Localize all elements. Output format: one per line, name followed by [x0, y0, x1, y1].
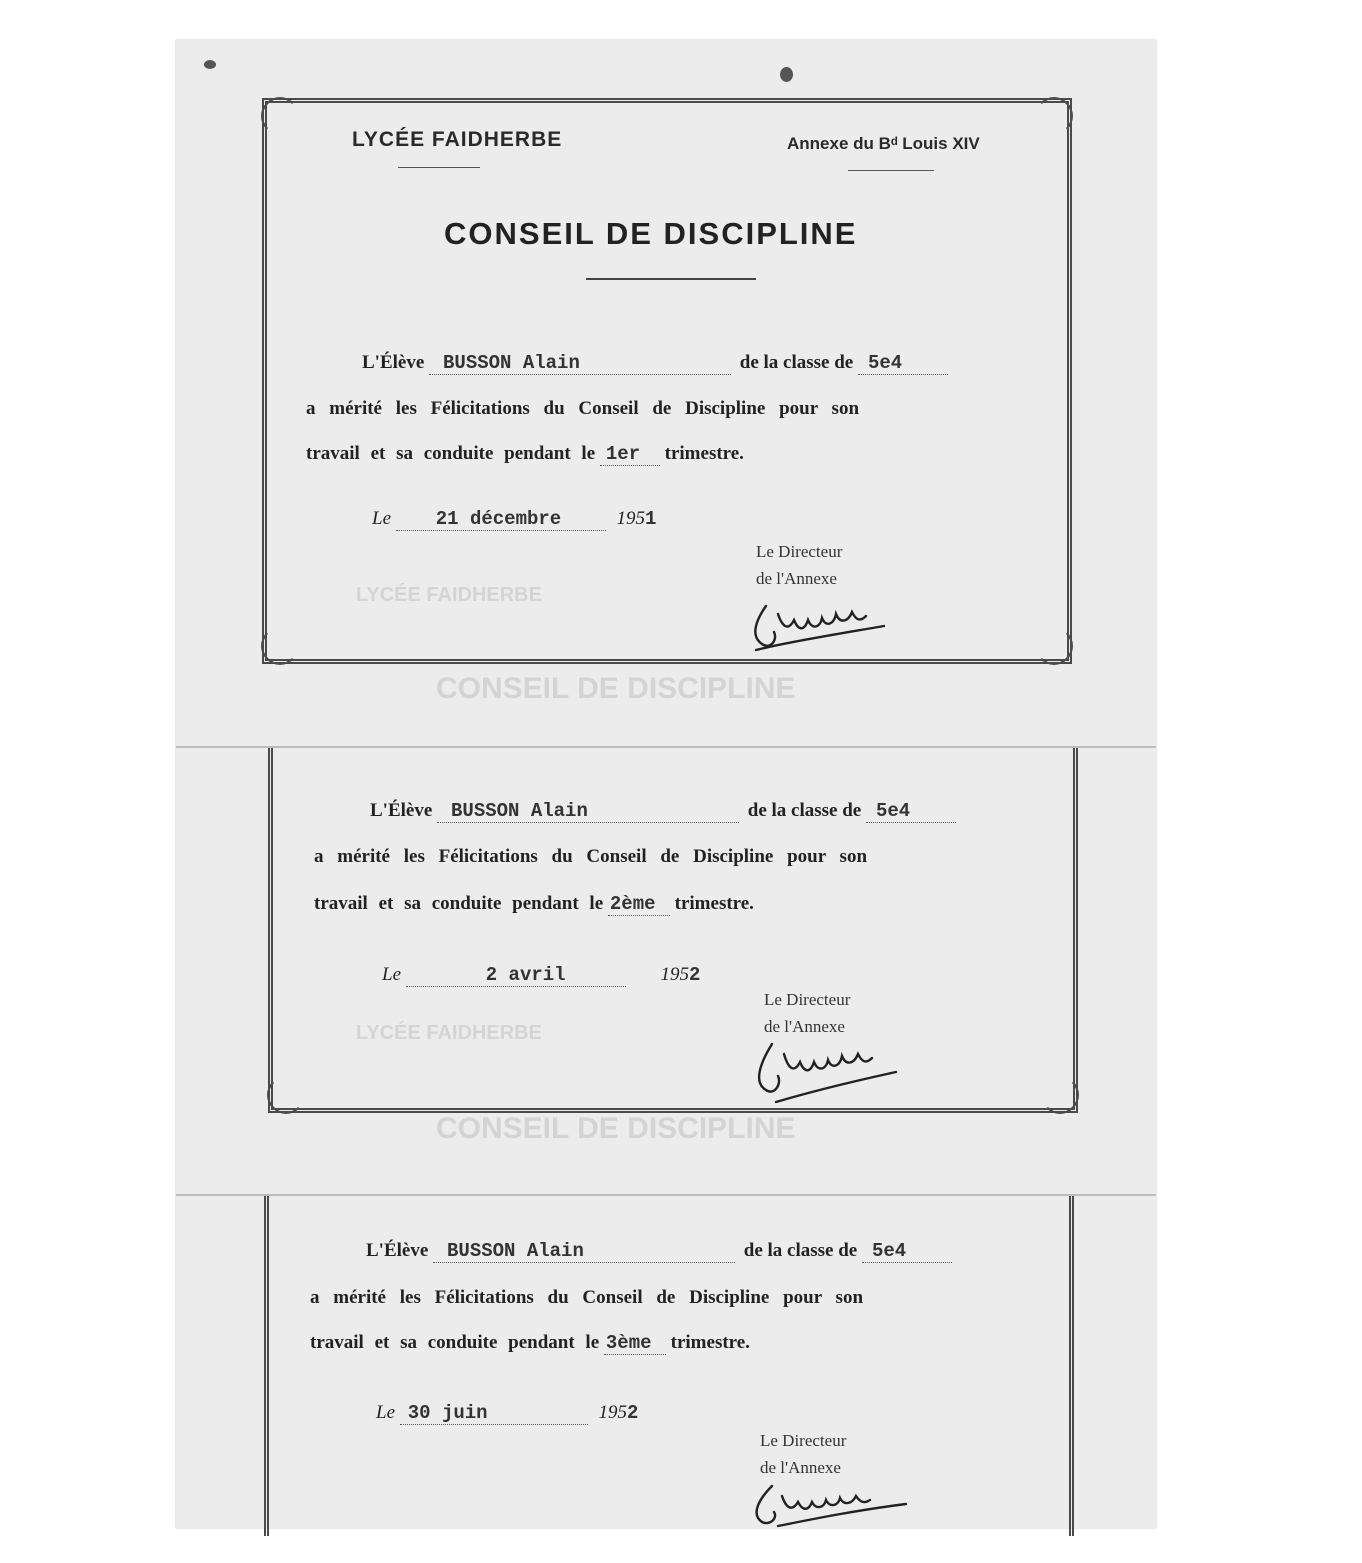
- eleve-label: L'Élève: [366, 1240, 429, 1261]
- merit-text: a mérité les Félicitations du Conseil de Discipline pour son: [314, 846, 868, 867]
- bleed-through-text: CONSEIL DE DISCIPLINE: [436, 1112, 796, 1145]
- conduct-text: travail et sa conduite pendant le: [306, 443, 596, 464]
- year-prefix: 195: [616, 508, 645, 529]
- eleve-label: L'Élève: [370, 800, 433, 821]
- date-value: 2 avril: [406, 964, 626, 987]
- date-prefix: Le: [376, 1402, 395, 1423]
- year-suffix: 2: [627, 1402, 639, 1424]
- date-prefix: Le: [382, 964, 401, 985]
- conduct-text: travail et sa conduite pendant le: [314, 893, 604, 914]
- ornament-corner: [1035, 97, 1073, 135]
- signer-title-line: Le Directeur: [760, 1431, 847, 1450]
- date-value: 21 décembre: [396, 508, 606, 531]
- bleed-through-text: LYCÉE FAIDHERBE: [356, 584, 542, 606]
- ornament-corner: [1041, 1076, 1079, 1114]
- page-title: CONSEIL DE DISCIPLINE: [444, 216, 858, 251]
- class-value: 5e4: [858, 352, 948, 375]
- student-name: BUSSON Alain: [433, 1240, 735, 1263]
- conduct-line: [306, 443, 744, 466]
- year-suffix: 1: [645, 508, 657, 530]
- year-prefix: 195: [660, 964, 689, 985]
- trimester-label: trimestre.: [674, 893, 754, 914]
- signer-title-line: de l'Annexe: [756, 569, 837, 588]
- director-signature: [750, 1034, 900, 1106]
- certificate-frame: [262, 98, 1072, 664]
- school-underline: [398, 167, 480, 168]
- student-name: BUSSON Alain: [437, 800, 739, 823]
- class-label: de la classe de: [747, 800, 862, 821]
- ornament-corner: [267, 1076, 305, 1114]
- date-prefix: Le: [372, 508, 391, 529]
- annex-underline: [848, 170, 934, 171]
- punch-hole: [780, 67, 793, 82]
- bleed-through-text: CONSEIL DE DISCIPLINE: [436, 672, 796, 705]
- signer-title: [760, 1427, 846, 1481]
- annex-name: Annexe du Bᵈ Louis XIV: [787, 134, 980, 153]
- trimester-label: trimestre.: [670, 1332, 750, 1353]
- director-signature: [748, 1480, 908, 1528]
- year-prefix: 195: [598, 1402, 627, 1423]
- conduct-line: [314, 893, 754, 916]
- trimester-label: trimestre.: [664, 443, 744, 464]
- merit-line: [306, 398, 1028, 420]
- signer-title-line: de l'Annexe: [760, 1458, 841, 1477]
- trimester-value: 1er: [600, 443, 660, 466]
- director-signature: [748, 592, 888, 654]
- student-name: BUSSON Alain: [429, 352, 731, 375]
- merit-text: a mérité les Félicitations du Conseil de Discipline pour son: [306, 398, 860, 419]
- ornament-corner: [1035, 627, 1073, 665]
- trimester-value: 2ème: [608, 893, 670, 916]
- title-rule: [586, 278, 756, 280]
- signer-title-line: Le Directeur: [764, 990, 851, 1009]
- merit-line: [314, 846, 1036, 868]
- student-line: [366, 1240, 1032, 1263]
- trimester-value: 3ème: [604, 1332, 666, 1355]
- date-line: [382, 964, 700, 987]
- school-name: LYCÉE FAIDHERBE: [352, 128, 563, 151]
- signer-title-line: Le Directeur: [756, 542, 843, 561]
- class-label: de la classe de: [739, 352, 854, 373]
- ornament-corner: [261, 97, 299, 135]
- student-line: [370, 800, 1036, 823]
- signer-title: [764, 986, 850, 1040]
- class-value: 5e4: [866, 800, 956, 823]
- ornament-corner: [261, 627, 299, 665]
- punch-hole: [204, 60, 216, 69]
- merit-line: [310, 1287, 1032, 1309]
- eleve-label: L'Élève: [362, 352, 425, 373]
- class-value: 5e4: [862, 1240, 952, 1263]
- signer-title-line: de l'Annexe: [764, 1017, 845, 1036]
- conduct-line: [310, 1332, 750, 1355]
- merit-text: a mérité les Félicitations du Conseil de Discipline pour son: [310, 1287, 864, 1308]
- bleed-through-text: LYCÉE FAIDHERBE: [356, 1022, 542, 1044]
- conduct-text: travail et sa conduite pendant le: [310, 1332, 600, 1353]
- student-line: [362, 352, 1028, 375]
- date-line: [376, 1402, 638, 1425]
- year-suffix: 2: [689, 964, 701, 986]
- signer-title: [756, 538, 842, 592]
- class-label: de la classe de: [743, 1240, 858, 1261]
- date-value: 30 juin: [400, 1402, 588, 1425]
- document-sheet: [176, 40, 1156, 1528]
- date-line: [372, 508, 656, 531]
